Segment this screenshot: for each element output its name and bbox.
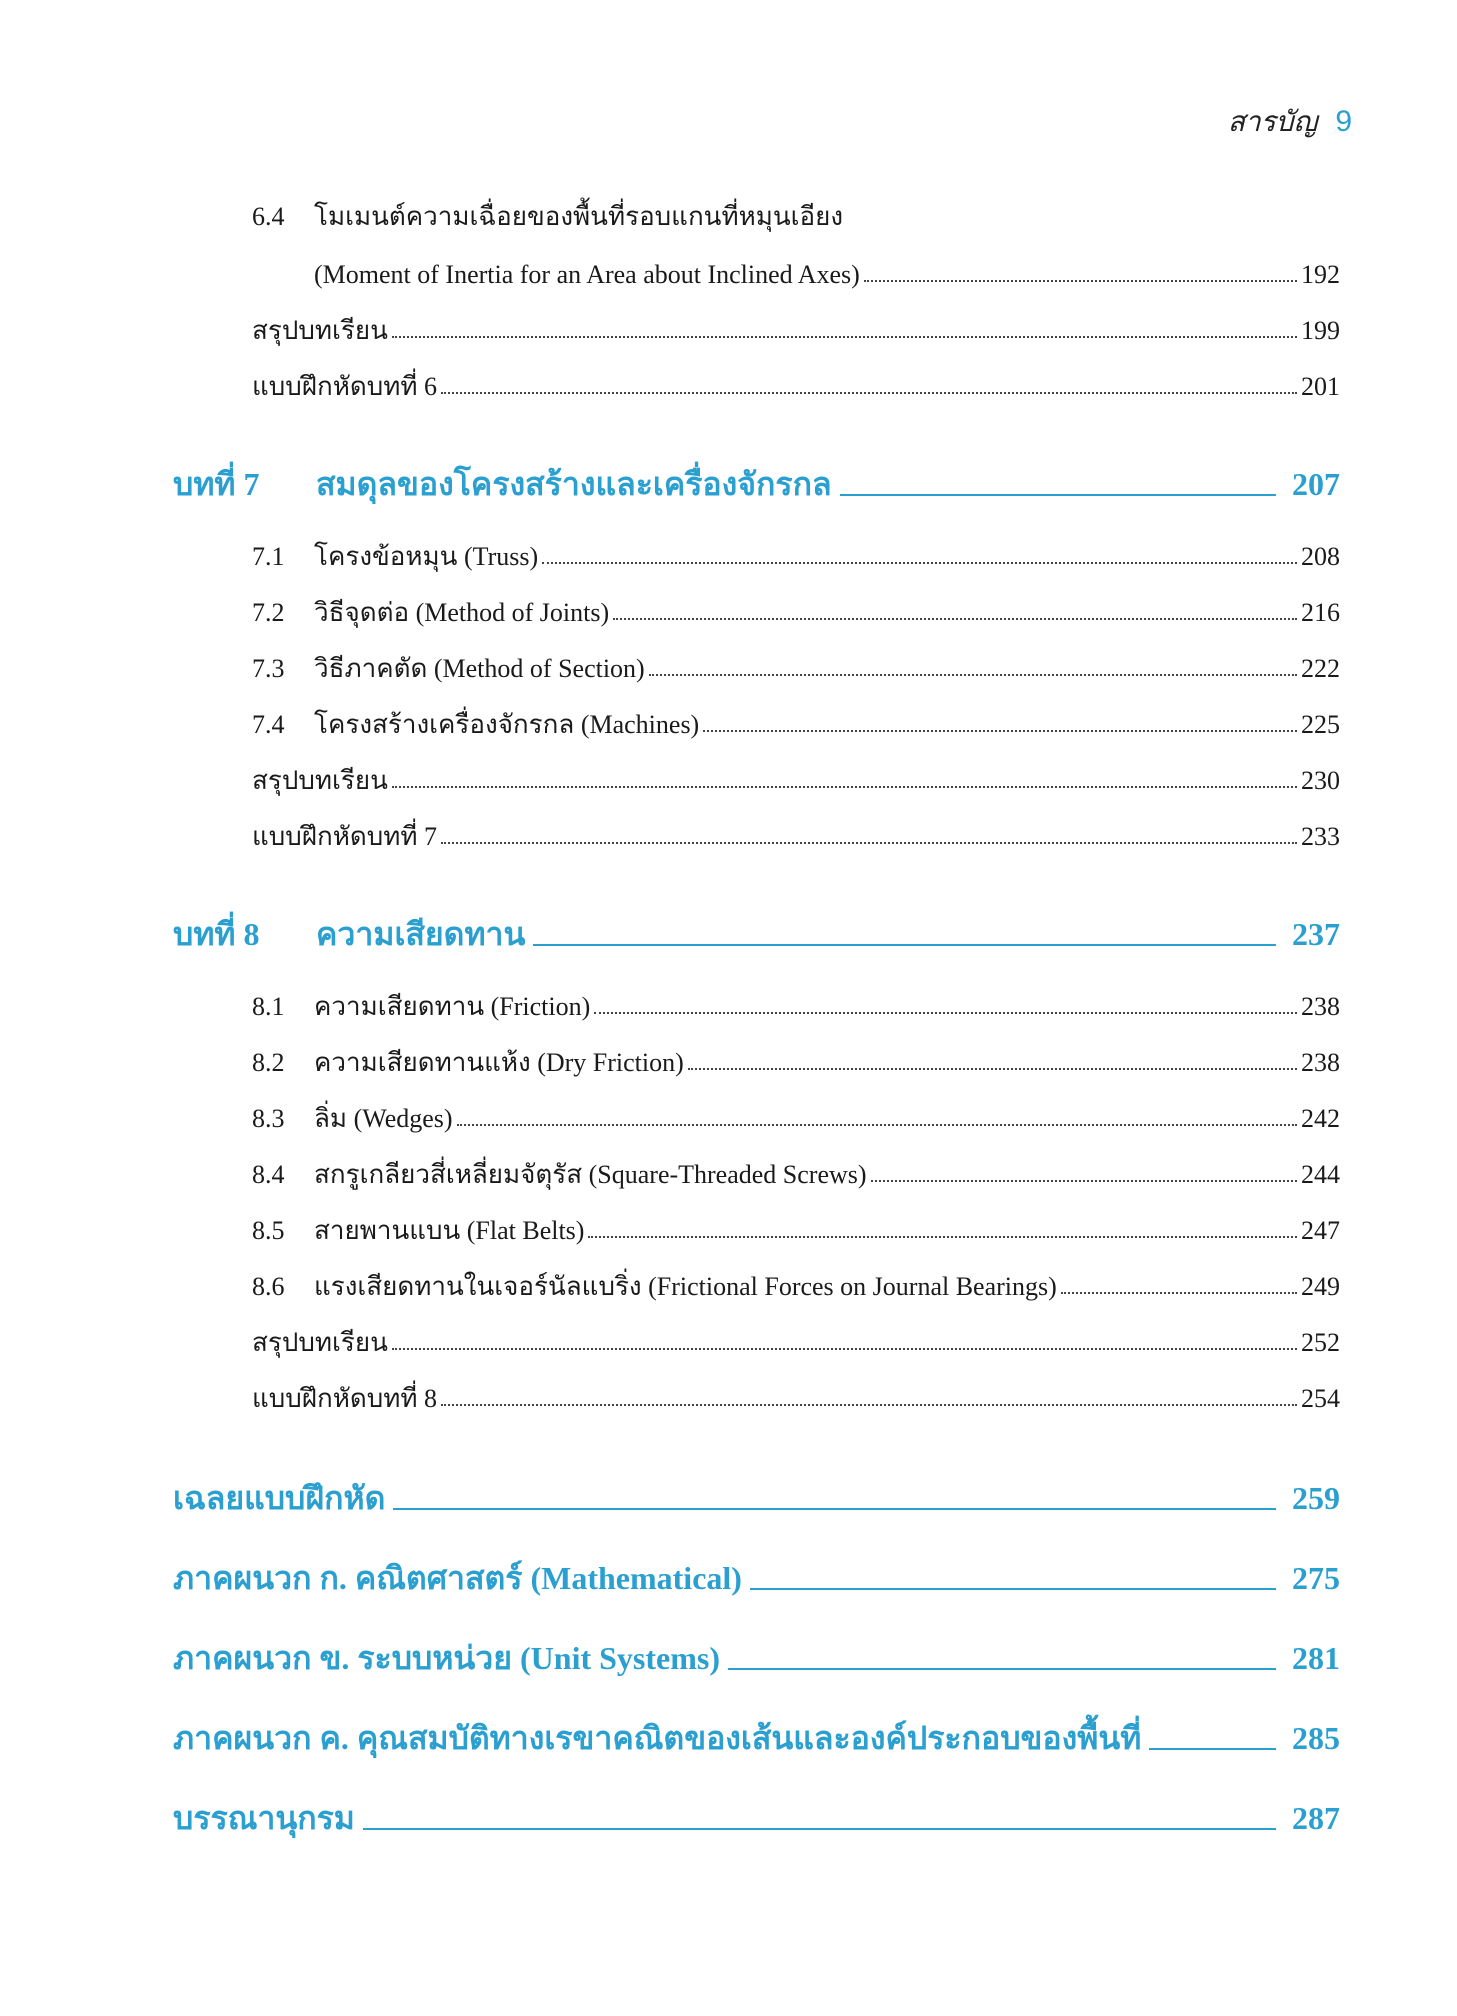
entry-title: สรุปบทเรียน xyxy=(252,1328,388,1357)
dot-leader xyxy=(594,1012,1297,1014)
dot-leader xyxy=(441,1404,1297,1406)
entry-number: 8.4 xyxy=(252,1160,285,1189)
backmatter-title: ภาคผนวก ข. ระบบหน่วย (Unit Systems) xyxy=(173,1640,720,1676)
backmatter-title: ภาคผนวก ค. คุณสมบัติทางเรขาคณิตของเส้นและองค์ประกอบของพื้นที่ xyxy=(173,1720,1142,1756)
toc-entry-8-6[interactable] xyxy=(252,1274,1340,1300)
toc-entry-6-4-en[interactable] xyxy=(314,262,1340,288)
dot-leader xyxy=(392,786,1297,788)
entry-number: 8.3 xyxy=(252,1104,285,1133)
entry-number: 6.4 xyxy=(252,202,285,231)
entry-page: 192 xyxy=(1301,260,1340,289)
entry-number: 7.2 xyxy=(252,598,285,627)
entry-page: 254 xyxy=(1301,1384,1340,1413)
chapter-page: 207 xyxy=(1292,466,1340,502)
dot-leader xyxy=(457,1124,1297,1126)
dot-leader xyxy=(703,730,1297,732)
toc-entry-exercise-6[interactable] xyxy=(252,374,1340,400)
entry-page: 238 xyxy=(1301,992,1340,1021)
entry-title: ลิ่ม (Wedges) xyxy=(314,1104,453,1133)
backmatter-page: 259 xyxy=(1292,1480,1340,1516)
toc-entry-8-1[interactable] xyxy=(252,994,1340,1020)
chapter-7-heading[interactable] xyxy=(173,468,1340,500)
running-head-label: สารบัญ xyxy=(1227,107,1318,138)
toc-entry-7-4[interactable] xyxy=(252,712,1340,738)
entry-page: 216 xyxy=(1301,598,1340,627)
entry-title: วิธีภาคตัด (Method of Section) xyxy=(314,654,645,683)
entry-title: วิธีจุดต่อ (Method of Joints) xyxy=(314,598,610,627)
entry-title: ความเสียดทานแห้ง (Dry Friction) xyxy=(314,1048,684,1077)
dot-leader xyxy=(588,1236,1297,1238)
entry-number: 8.5 xyxy=(252,1216,285,1245)
entry-number: 7.4 xyxy=(252,710,285,739)
backmatter-page: 285 xyxy=(1292,1720,1340,1756)
entry-title: โครงสร้างเครื่องจักรกล (Machines) xyxy=(314,710,700,739)
entry-title: แรงเสียดทานในเจอร์นัลแบริ่ง (Frictional Forces on Journal Bearings) xyxy=(314,1272,1057,1301)
entry-title: แบบฝึกหัดบทที่ 7 xyxy=(252,822,438,851)
dot-leader xyxy=(441,842,1297,844)
toc-entry-8-3[interactable] xyxy=(252,1106,1340,1132)
dot-leader xyxy=(1061,1292,1297,1294)
entry-page: 238 xyxy=(1301,1048,1340,1077)
chapter-title: สมดุลของโครงสร้างและเครื่องจักรกล xyxy=(316,466,832,502)
entry-page: 225 xyxy=(1301,710,1340,739)
dot-leader xyxy=(649,674,1297,676)
entry-title: สกรูเกลียวสี่เหลี่ยมจัตุรัส (Square-Threaded Screws) xyxy=(314,1160,867,1189)
entry-page: 230 xyxy=(1301,766,1340,795)
toc-entry-summary-7[interactable] xyxy=(252,768,1340,794)
backmatter-page: 275 xyxy=(1292,1560,1340,1596)
chapter-rule xyxy=(728,1668,1276,1670)
entry-title: สรุปบทเรียน xyxy=(252,316,388,345)
dot-leader xyxy=(613,618,1297,620)
entry-title: สายพานแบน (Flat Belts) xyxy=(314,1216,585,1245)
chapter-rule xyxy=(533,944,1276,946)
entry-page: 244 xyxy=(1301,1160,1340,1189)
toc-entry-exercise-8[interactable] xyxy=(252,1386,1340,1412)
backmatter-appendix-a[interactable] xyxy=(173,1562,1340,1594)
toc-entry-exercise-7[interactable] xyxy=(252,824,1340,850)
entry-number: 8.6 xyxy=(252,1272,285,1301)
entry-title: (Moment of Inertia for an Area about Inclined Axes) xyxy=(314,260,860,289)
entry-page: 249 xyxy=(1301,1272,1340,1301)
entry-page: 242 xyxy=(1301,1104,1340,1133)
dot-leader xyxy=(392,1348,1297,1350)
toc-entry-6-4[interactable] xyxy=(252,204,1340,230)
entry-page: 247 xyxy=(1301,1216,1340,1245)
dot-leader xyxy=(542,562,1297,564)
backmatter-appendix-b[interactable] xyxy=(173,1642,1340,1674)
entry-title: แบบฝึกหัดบทที่ 8 xyxy=(252,1384,438,1413)
chapter-rule xyxy=(750,1588,1276,1590)
backmatter-page: 281 xyxy=(1292,1640,1340,1676)
backmatter-appendix-c[interactable] xyxy=(173,1722,1340,1754)
dot-leader xyxy=(688,1068,1297,1070)
entry-number: 8.2 xyxy=(252,1048,285,1077)
entry-number: 7.1 xyxy=(252,542,285,571)
dot-leader xyxy=(864,280,1297,282)
entry-page: 199 xyxy=(1301,316,1340,345)
entry-title: โมเมนต์ความเฉื่อยของพื้นที่รอบแกนที่หมุนเอียง xyxy=(314,202,844,231)
page-number: 9 xyxy=(1335,105,1352,138)
toc-entry-8-2[interactable] xyxy=(252,1050,1340,1076)
backmatter-title: เฉลยแบบฝึกหัด xyxy=(173,1480,386,1516)
chapter-rule xyxy=(1149,1748,1276,1750)
chapter-rule xyxy=(840,494,1276,496)
toc-entry-summary-6[interactable] xyxy=(252,318,1340,344)
entry-title: โครงข้อหมุน (Truss) xyxy=(314,542,539,571)
chapter-page: 237 xyxy=(1292,916,1340,952)
chapter-number: บทที่ 8 xyxy=(173,916,260,952)
entry-title: สรุปบทเรียน xyxy=(252,766,388,795)
running-head xyxy=(1228,100,1352,144)
backmatter-bibliography[interactable] xyxy=(173,1802,1340,1834)
entry-page: 201 xyxy=(1301,372,1340,401)
backmatter-title: ภาคผนวก ก. คณิตศาสตร์ (Mathematical) xyxy=(173,1560,742,1596)
dot-leader xyxy=(871,1180,1297,1182)
toc-entry-8-4[interactable] xyxy=(252,1162,1340,1188)
chapter-rule xyxy=(393,1508,1276,1510)
toc-entry-summary-8[interactable] xyxy=(252,1330,1340,1356)
entry-number: 7.3 xyxy=(252,654,285,683)
entry-page: 233 xyxy=(1301,822,1340,851)
entry-page: 222 xyxy=(1301,654,1340,683)
dot-leader xyxy=(441,392,1297,394)
toc-entry-7-1[interactable] xyxy=(252,544,1340,570)
entry-number: 8.1 xyxy=(252,992,285,1021)
chapter-8-heading[interactable] xyxy=(173,918,1340,950)
backmatter-page: 287 xyxy=(1292,1800,1340,1836)
entry-title: แบบฝึกหัดบทที่ 6 xyxy=(252,372,438,401)
entry-title: ความเสียดทาน (Friction) xyxy=(314,992,591,1021)
chapter-title: ความเสียดทาน xyxy=(316,916,526,952)
entry-page: 208 xyxy=(1301,542,1340,571)
dot-leader xyxy=(392,336,1297,338)
backmatter-answers[interactable] xyxy=(173,1482,1340,1514)
backmatter-title: บรรณานุกรม xyxy=(173,1800,355,1836)
entry-page: 252 xyxy=(1301,1328,1340,1357)
toc-entry-8-5[interactable] xyxy=(252,1218,1340,1244)
chapter-number: บทที่ 7 xyxy=(173,466,260,502)
chapter-rule xyxy=(363,1828,1276,1830)
toc-entry-7-2[interactable] xyxy=(252,600,1340,626)
toc-entry-7-3[interactable] xyxy=(252,656,1340,682)
